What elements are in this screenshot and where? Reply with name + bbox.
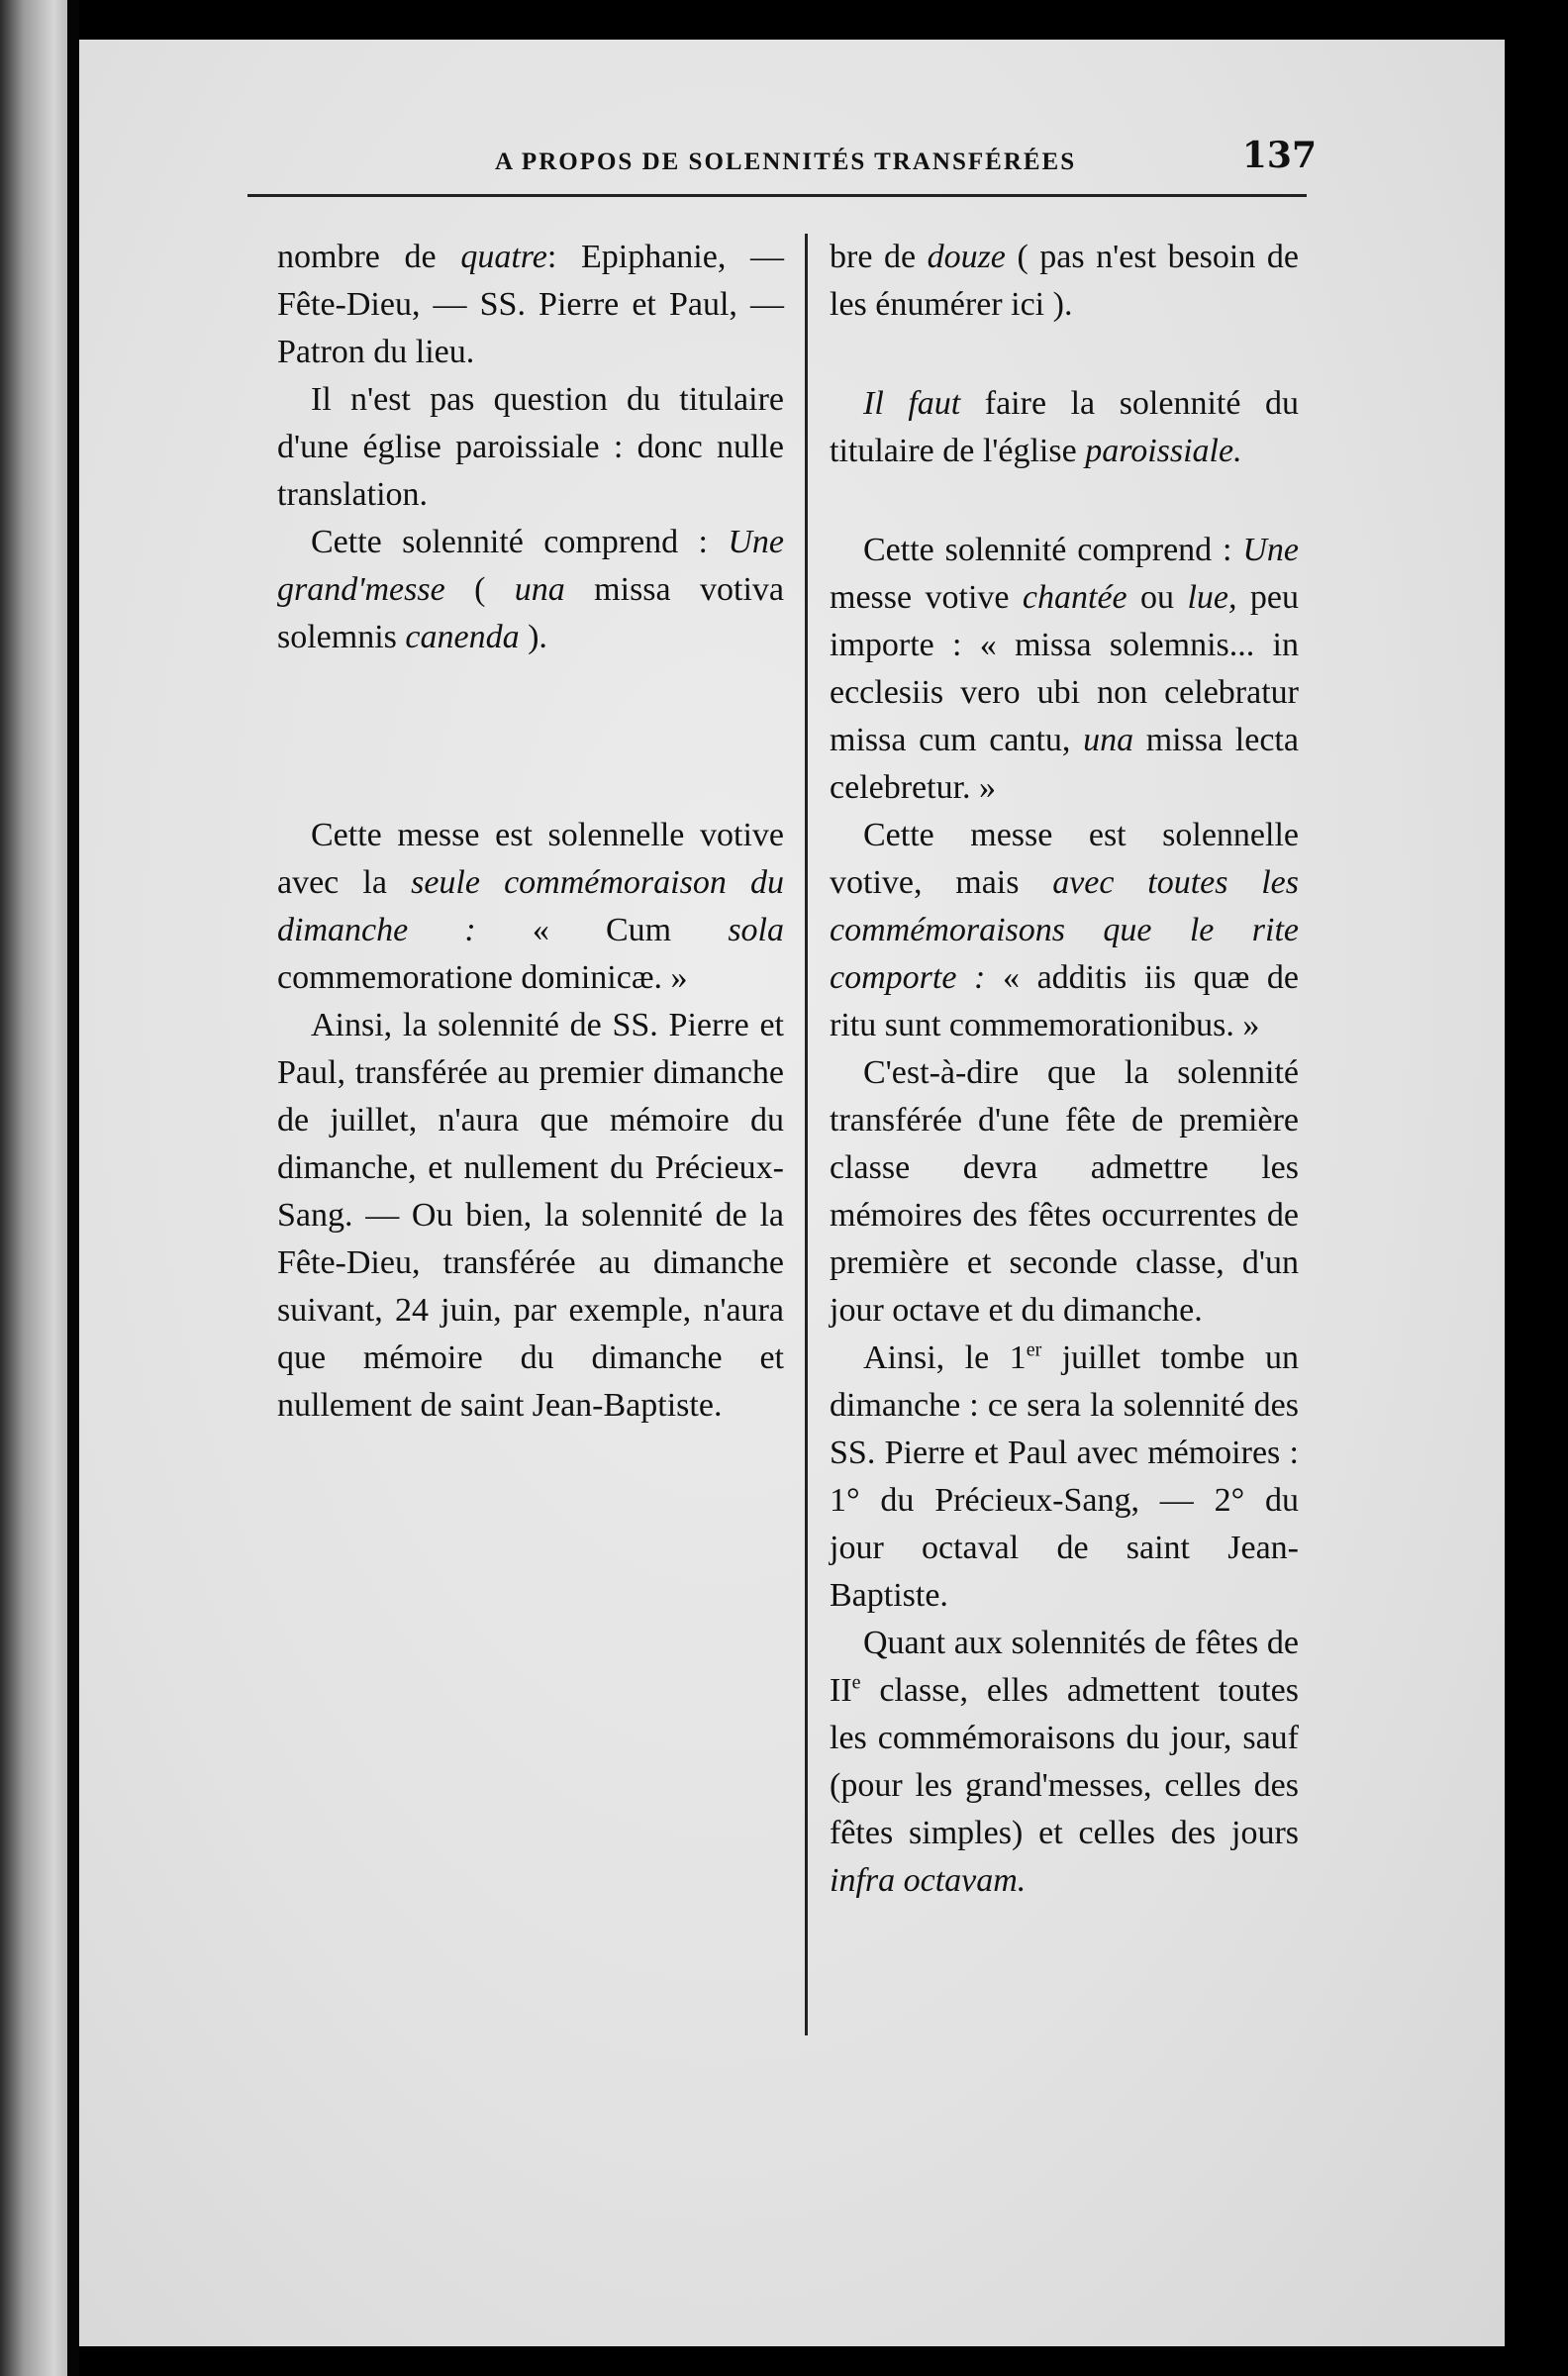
running-header	[247, 117, 1317, 176]
paragraph: Quant aux solennités de fêtes de IIe classe, elles admettent toutes les commémoraisons du jour, sauf (pour les grand'messes, celles des fêtes simples) et celles des jours infra octavam.	[830, 1625, 1299, 1899]
running-title: A PROPOS DE SOLENNITÉS TRANSFÉRÉES	[495, 148, 1077, 175]
paragraph: Cette messe est solennelle votive, mais avec toutes les commémoraisons que le rite comporte : « additis iis quæ de ritu sunt commemorationibus. »	[830, 817, 1299, 1043]
header-rule	[247, 194, 1307, 197]
column-divider	[805, 234, 808, 2035]
book-gutter	[67, 0, 79, 2376]
paragraph: C'est-à-dire que la solennité transférée d'une fête de première classe devra admettre les mémoires des fêtes occurrentes de première et seconde classe, d'un jour octave et du dimanche.	[830, 1054, 1299, 1329]
paragraph: Cette messe est solennelle votive avec la seule commémoraison du dimanche : « Cum sola commemoratione dominicæ. »	[277, 817, 784, 996]
paragraph: Cette solennité comprend : Une grand'messe ( una missa votiva solemnis canenda ).	[277, 524, 784, 655]
spacer	[277, 661, 784, 812]
paragraph: bre de douze ( pas n'est besoin de les énumérer ici ).	[830, 239, 1299, 323]
left-column	[277, 234, 784, 1430]
scan-border	[1505, 0, 1568, 2376]
right-column	[830, 234, 1299, 1905]
spacer	[830, 475, 1299, 527]
paragraph: Cette solennité comprend : Une messe votive chantée ou lue, peu importe : « missa solemnis... in ecclesiis vero ubi non celebratur missa cum cantu, una missa lecta celebretur. »	[830, 532, 1300, 806]
paragraph: nombre de quatre: Epiphanie, — Fête-Dieu, — SS. Pierre et Paul, — Patron du lieu.	[277, 239, 784, 370]
paragraph: Il n'est pas question du titulaire d'une église paroissiale : donc nulle translation.	[277, 381, 784, 513]
paragraph: Ainsi, la solennité de SS. Pierre et Paul, transférée au premier dimanche de juillet, n'aura que mémoire du dimanche, et nullement du Précieux-Sang. — Ou bien, la solennité de la Fête-Dieu, transférée au dimanche suivant, 24 juin, par exemple, n'aura que mémoire du dimanche et nullement de saint Jean-Baptiste.	[277, 1007, 784, 1424]
page-number: 137	[1241, 135, 1317, 176]
paragraph: Il faut faire la solennité du titulaire de l'église paroissiale.	[830, 385, 1299, 469]
adjacent-page-edge	[0, 0, 67, 2376]
spacer	[830, 329, 1299, 380]
paragraph: Ainsi, le 1er juillet tombe un dimanche : ce sera la solennité des SS. Pierre et Paul avec mémoires : 1° du Précieux-Sang, — 2° du jour octaval de saint Jean-Baptiste.	[830, 1338, 1299, 1614]
